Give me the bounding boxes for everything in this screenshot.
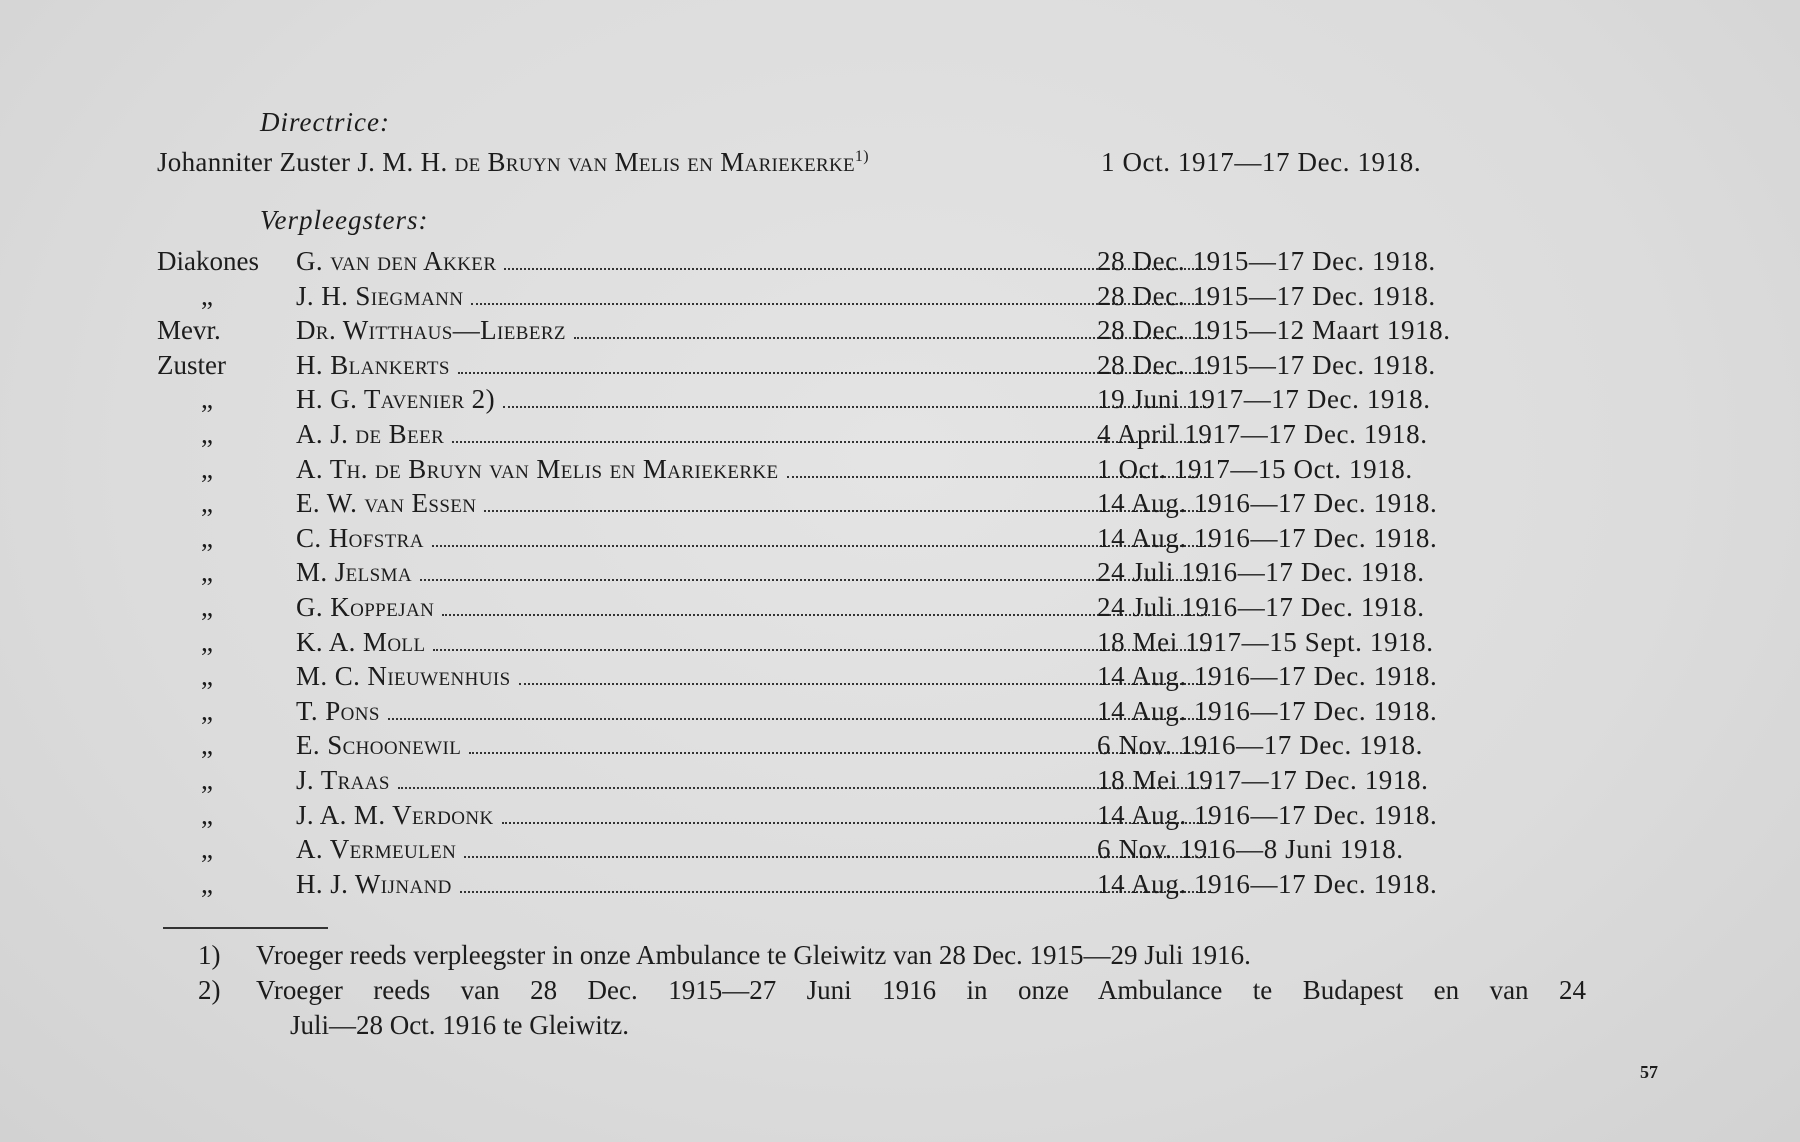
page-number: 57 [1640,1062,1658,1082]
nurse-row [157,281,1557,316]
nurse-name: J. A. M. Verdonk [296,799,494,830]
nurse-row [157,523,1557,558]
nurse-name-leader [296,350,1216,381]
nurse-dates: 14 Aug. 1916—17 Dec. 1918. [1097,488,1438,519]
nurse-row [157,419,1557,454]
nurse-name: G. van den Akker [296,246,497,276]
nurse-name: A. J. de Beer [296,418,445,449]
nurses-heading: Verpleegsters: [260,205,429,235]
nurse-name: C. Hofstra [296,522,424,553]
dot-leader [420,579,1210,581]
nurse-name: M. Jelsma [296,557,413,588]
directrice-line [157,147,1507,178]
nurse-dates: 24 Juli 1916—17 Dec. 1918. [1097,557,1425,588]
nurse-name-leader [296,384,1216,415]
nurse-title: „ [201,695,213,726]
dot-leader [442,614,1210,616]
nurse-name: T. Pons [296,695,380,726]
nurse-name: M. C. Nieuwenhuis [296,661,511,692]
nurse-name: Dr. Witthaus—Lieberz [296,315,566,346]
nurse-name: E. W. van Essen [296,488,477,519]
nurse-name: J. Traas [296,764,390,795]
nurse-row [157,315,1557,350]
nurse-title: „ [201,799,213,830]
nurse-dates: 14 Aug. 1916—17 Dec. 1918. [1097,868,1438,899]
nurse-dates: 14 Aug. 1916—17 Dec. 1918. [1097,661,1438,692]
nurse-dates: 28 Dec. 1915—17 Dec. 1918. [1097,280,1436,311]
nurse-name: G. Koppejan [296,591,435,622]
nurse-dates: 6 Nov. 1916—17 Dec. 1918. [1097,730,1423,761]
nurse-dates: 28 Dec. 1915—17 Dec. 1918. [1097,246,1436,276]
nurse-title: „ [201,418,213,449]
footnote-text-continued: Juli—28 Oct. 1916 te Gleiwitz. [290,1010,629,1040]
nurse-dates: 28 Dec. 1915—17 Dec. 1918. [1097,349,1436,380]
nurse-name: H. G. Tavenier 2) [296,384,495,415]
nurse-title: Zuster [157,349,226,380]
nurse-row [157,661,1557,696]
nurse-name-leader [296,834,1216,865]
nurse-name: K. A. Moll [296,626,426,657]
nurse-title: „ [201,868,213,899]
footnote-rule [163,927,328,929]
dot-leader [433,649,1210,651]
nurse-dates: 28 Dec. 1915—12 Maart 1918. [1097,315,1451,346]
nurse-title: „ [201,557,213,588]
nurse-title: „ [201,522,213,553]
nurse-name: E. Schoonewil [296,730,462,761]
nurse-dates: 18 Mei 1917—17 Dec. 1918. [1097,764,1429,795]
directrice-prefix: Johanniter Zuster J. M. H. [157,147,448,177]
nurse-dates: 14 Aug. 1916—17 Dec. 1918. [1097,799,1438,830]
nurses-list [157,246,1557,903]
nurse-row [157,834,1557,869]
nurse-title: „ [201,764,213,795]
nurse-row [157,350,1557,385]
nurse-dates: 6 Nov. 1916—8 Juni 1918. [1097,834,1404,865]
directrice-heading: Directrice: [260,107,390,137]
nurse-dates: 14 Aug. 1916—17 Dec. 1918. [1097,522,1438,553]
nurse-row [157,384,1557,419]
nurse-title: „ [201,661,213,692]
nurse-dates: 1 Oct. 1917—15 Oct. 1918. [1097,453,1413,484]
nurse-name-leader [296,730,1216,761]
nurse-title: „ [201,834,213,865]
dot-leader [432,545,1210,547]
nurse-title: „ [201,488,213,519]
nurse-dates: 14 Aug. 1916—17 Dec. 1918. [1097,695,1438,726]
footnotes [198,938,1598,1043]
footnote-text: Vroeger reeds van 28 Dec. 1915—27 Juni 1916 in onze Ambulance te Budapest en van 24 [256,975,1586,1005]
nurse-row [157,557,1557,592]
footnote-text: Vroeger reeds verpleegster in onze Ambulance te Gleiwitz van 28 Dec. 1915—29 Juli 1916. [256,940,1251,970]
nurse-row [157,246,1557,281]
nurse-name: J. H. Siegmann [296,280,464,311]
nurse-name-leader [296,627,1216,658]
nurse-name-leader [296,557,1216,588]
nurse-dates: 4 April 1917—17 Dec. 1918. [1097,418,1428,449]
nurse-title: „ [201,280,213,311]
nurse-name-leader [296,523,1216,554]
nurse-name-leader [296,661,1216,692]
nurse-dates: 24 Juli 1916—17 Dec. 1918. [1097,591,1425,622]
nurse-dates: 19 Juni 1917—17 Dec. 1918. [1097,384,1431,415]
nurse-row [157,730,1557,765]
nurse-dates: 18 Mei 1917—15 Sept. 1918. [1097,626,1434,657]
nurse-name-leader [296,281,1216,312]
nurse-name-leader [296,454,1216,485]
nurse-name-leader [296,800,1216,831]
nurse-name-leader [296,315,1216,346]
footnote-mark: 2) [198,975,221,1005]
nurse-name-leader [296,246,1216,277]
nurse-row [157,765,1557,800]
nurse-name-leader [296,592,1216,623]
nurse-row [157,627,1557,662]
footnote-1 [198,938,1598,973]
nurse-row [157,454,1557,489]
directrice-note-ref: 1) [854,148,869,165]
dot-leader [388,718,1210,720]
nurse-title: „ [201,730,213,761]
nurse-name-leader [296,765,1216,796]
nurse-title: „ [201,384,213,415]
nurse-name-leader [296,869,1216,900]
dot-leader [398,787,1210,789]
nurse-row [157,488,1557,523]
nurse-name-leader [296,696,1216,727]
nurse-row [157,696,1557,731]
directrice-dates: 1 Oct. 1917—17 Dec. 1918. [1101,147,1422,177]
nurse-title: „ [201,626,213,657]
nurse-row [157,800,1557,835]
nurse-title: „ [201,453,213,484]
nurse-row [157,592,1557,627]
nurse-title: „ [201,591,213,622]
nurse-name-leader [296,488,1216,519]
nurse-name: A. Th. de Bruyn van Melis en Mariekerke [296,453,779,484]
directrice-name: de Bruyn van Melis en Mariekerke [454,147,855,177]
footnote-2 [198,973,1598,1043]
nurse-row [157,869,1557,904]
nurse-name-leader [296,419,1216,450]
nurse-title: Diakones [157,246,259,276]
nurse-title: Mevr. [157,315,221,346]
nurse-name: A. Vermeulen [296,834,457,865]
nurse-name: H. J. Wijnand [296,868,452,899]
nurse-name: H. Blankerts [296,349,450,380]
footnote-mark: 1) [198,940,221,970]
